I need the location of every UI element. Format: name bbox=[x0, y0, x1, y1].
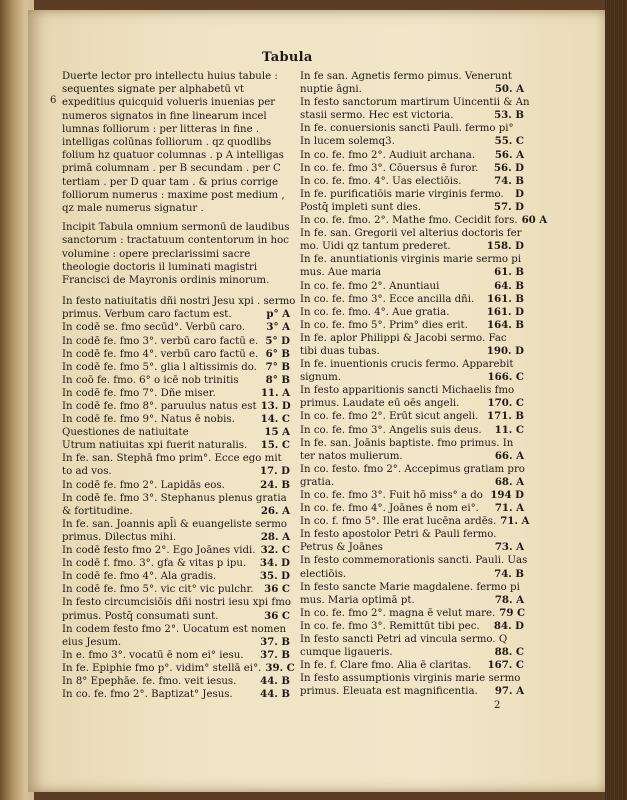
index-entry bbox=[62, 452, 290, 465]
index-entry bbox=[62, 361, 290, 374]
entry-reference: D bbox=[515, 187, 524, 200]
entry-text: primus. Eleuata est magnificentia. bbox=[300, 686, 478, 698]
index-entry bbox=[62, 623, 290, 636]
index-entry bbox=[300, 109, 524, 122]
entry-text: In codē f. fmo. 3°. gfa & vitas p ipu. bbox=[62, 558, 247, 570]
index-entry bbox=[300, 188, 524, 201]
entry-text: In fe. purificatiōis marie virginis fermo. bbox=[300, 188, 504, 200]
index-entry bbox=[300, 306, 524, 319]
entry-text: In co. fe. fmo 2°. Audiuit archana. bbox=[300, 149, 476, 161]
entry-text: In festo sancte Marie magdalene. fermo pi bbox=[300, 581, 520, 593]
entry-reference: 79 C bbox=[499, 606, 526, 619]
entry-text: In co. fe. fmo. 4°. Aue gratia. bbox=[300, 306, 450, 318]
entry-text: electiōis. bbox=[300, 568, 347, 580]
entry-text: In co. fe. fmo 3°. Cōuersus ē furor. bbox=[300, 162, 479, 174]
index-entry bbox=[300, 489, 524, 502]
index-entry bbox=[300, 502, 524, 515]
entry-text: Utrum natiuitas xpi fuerit naturalis. bbox=[62, 440, 248, 452]
entry-text: In fe. san. Stephā fmo prim°. Ecce ego mit bbox=[62, 453, 282, 465]
index-entry bbox=[300, 149, 524, 162]
index-entry bbox=[300, 672, 524, 685]
entry-text: In co. fe. fmo 3°. Ecce ancilla dñi. bbox=[300, 293, 475, 305]
entry-reference: 66. A bbox=[494, 449, 524, 462]
entry-text: In fe san. Agnetis fermo pimus. Venerunt bbox=[300, 71, 513, 82]
entry-text: primus. Verbum caro factum est. bbox=[62, 309, 232, 321]
entry-reference: 74. B bbox=[494, 174, 524, 187]
entry-text: In fe. f. Clare fmo. Alia ē claritas. bbox=[300, 660, 472, 672]
entry-reference: 60 A bbox=[521, 214, 548, 227]
incipit-paragraph: Incipit Tabula omnium sermonū de laudibus sanctorum : tractatuum contentorum in hoc volumine : opere preclarissimi sacre theologie doctoris il luminati magistri Francisci de Mayronis ordinis minorum. bbox=[62, 222, 290, 287]
entry-text: Petrus & Joānes bbox=[300, 542, 383, 554]
index-entry bbox=[300, 463, 524, 476]
entry-text: In co. fe. fmo 2°. Baptizat° Jesus. bbox=[62, 689, 233, 701]
entry-text: In co. fe. fmo. 4°. Uas electiōis. bbox=[300, 175, 462, 187]
entry-reference: 24. B bbox=[260, 478, 290, 491]
left-column bbox=[62, 70, 296, 701]
entry-reference: 166. C bbox=[487, 371, 524, 384]
index-entry bbox=[62, 465, 290, 478]
index-entry bbox=[62, 387, 290, 400]
entry-text: In festo assumptionis virginis marie sermo bbox=[300, 673, 521, 685]
index-entry bbox=[300, 253, 524, 266]
marginal-mark: 6 bbox=[50, 95, 57, 106]
entry-reference: 5° D bbox=[265, 334, 290, 347]
index-entry bbox=[62, 531, 290, 544]
index-entry bbox=[300, 266, 524, 279]
entry-text: primus. Laudate eū oēs angeli. bbox=[300, 398, 460, 410]
entry-reference: 68. A bbox=[494, 475, 524, 488]
entry-text: Questiones de natiuitate bbox=[62, 427, 189, 439]
entry-reference: 73. A bbox=[494, 541, 524, 554]
entry-reference: 194 D bbox=[490, 489, 524, 501]
entry-reference: 71. A bbox=[494, 502, 524, 515]
entry-text: Postq̄ impleti sunt dies. bbox=[300, 201, 421, 213]
entry-reference: 15. C bbox=[260, 439, 290, 452]
entry-reference: 35. D bbox=[259, 570, 290, 583]
entry-text: In fe. Epiphie fmo p°. vidim° stellā ei°. bbox=[62, 662, 262, 674]
entry-text: In co. fe. fmo 3°. Fuit hō miss° a do bbox=[300, 490, 483, 501]
entry-reference: 11. C bbox=[494, 423, 524, 436]
entry-reference: 32. C bbox=[260, 544, 290, 557]
index-entry bbox=[300, 554, 528, 567]
entry-text: In fe. anuntiationis virginis marie sermo pi bbox=[300, 254, 522, 266]
right-entry-list bbox=[300, 70, 548, 699]
index-entry bbox=[300, 96, 530, 109]
index-entry bbox=[300, 83, 524, 96]
entry-reference: 78. A bbox=[494, 593, 524, 606]
index-entry bbox=[300, 633, 524, 646]
entry-text: primus. Postq̄ consumati sunt. bbox=[62, 610, 219, 622]
entry-text: In co. fe. fmo 5°. Prim° dies erit. bbox=[300, 319, 468, 331]
entry-text: In festo sanctorum martirum Uincentii & An bbox=[300, 97, 530, 109]
index-entry bbox=[62, 596, 290, 609]
entry-text: primus. Dilectus mihi. bbox=[62, 531, 177, 543]
entry-text: to ad vos. bbox=[62, 466, 112, 478]
index-entry bbox=[300, 162, 524, 175]
entry-text: signum. bbox=[300, 372, 342, 384]
entry-text: In festo apparitionis sancti Michaelis fmo bbox=[300, 385, 515, 397]
entry-text: In codē festo fmo 2°. Ego Joānes vidi. bbox=[62, 545, 256, 557]
index-entry bbox=[300, 528, 524, 541]
entry-text: In festo natiuitatis dñi nostri Jesu xpi . sermo bbox=[62, 296, 296, 308]
entry-text: In fe. san. Joānis baptiste. fmo primus. In bbox=[300, 437, 514, 449]
entry-text: In fe. inuentionis crucis fermo. Apparebit bbox=[300, 359, 514, 371]
entry-text: In codē fe. fmo 5°. vic cit° vic pulchr. bbox=[62, 584, 254, 596]
entry-reference: 3° A bbox=[266, 321, 290, 334]
index-entry bbox=[300, 685, 524, 698]
entry-text: In fe. san. Gregorii vel alterius doctoris fer bbox=[300, 228, 522, 240]
entry-text: In lucem solemq3. bbox=[300, 136, 395, 148]
index-entry bbox=[300, 70, 524, 83]
index-entry bbox=[62, 426, 290, 439]
entry-reference: 6° B bbox=[265, 347, 290, 360]
index-entry bbox=[62, 636, 290, 649]
entry-reference: 56. A bbox=[494, 148, 524, 161]
index-entry bbox=[300, 319, 524, 332]
entry-reference: 34. D bbox=[259, 557, 290, 570]
entry-text: In co. fe. fmo 3°. Angelis suis deus. bbox=[300, 424, 482, 436]
entry-text: In co. f. fmo 5°. Ille erat lucēna ardēs. bbox=[300, 516, 497, 528]
entry-text: In 8° Epephāe. fe. fmo. veit iesus. bbox=[62, 675, 237, 687]
entry-text: & fortitudine. bbox=[62, 505, 133, 517]
index-entry bbox=[62, 661, 295, 675]
index-entry bbox=[300, 201, 524, 214]
entry-reference: p° A bbox=[266, 308, 290, 321]
entry-reference: 36 C bbox=[264, 609, 290, 622]
index-entry bbox=[62, 570, 290, 583]
entry-reference: 28. A bbox=[260, 530, 290, 543]
left-entry-list bbox=[62, 295, 296, 701]
index-entry bbox=[300, 437, 524, 450]
entry-reference: 167. C bbox=[487, 659, 524, 672]
entry-text: gratia. bbox=[300, 476, 335, 488]
page-edge bbox=[605, 0, 627, 800]
index-entry bbox=[62, 544, 290, 557]
entry-text: In co. fe. fmo 4°. Joānes ē nom ei°. bbox=[300, 503, 479, 515]
index-entry bbox=[62, 505, 290, 518]
running-head: Tabula bbox=[262, 50, 313, 65]
index-entry bbox=[300, 620, 524, 633]
index-entry bbox=[300, 568, 524, 581]
entry-reference: 164. B bbox=[487, 318, 524, 331]
entry-text: In codē fe. fmo 4°. Ala gradis. bbox=[62, 571, 217, 583]
index-entry bbox=[300, 135, 524, 148]
index-entry bbox=[300, 358, 524, 371]
entry-reference: 158. D bbox=[486, 240, 524, 253]
index-entry bbox=[62, 688, 290, 701]
entry-text: eius Jesum. bbox=[62, 636, 122, 648]
entry-text: In codē fe. fmo 8°. paruulus natus est bbox=[62, 401, 257, 412]
index-entry bbox=[62, 610, 290, 623]
entry-text: In codē fe. fmo 7°. Dñe miser. bbox=[62, 387, 216, 399]
index-entry bbox=[300, 515, 530, 528]
entry-text: In codē fe. fmo 3°. Stephanus plenus gratia bbox=[62, 492, 287, 504]
index-entry bbox=[300, 424, 524, 437]
index-entry bbox=[62, 583, 290, 596]
index-entry bbox=[300, 384, 524, 397]
entry-reference: 64. B bbox=[494, 279, 524, 292]
index-entry bbox=[300, 607, 524, 620]
entry-text: In fe. san. Joannis apl̄i & euangeliste sermo bbox=[62, 518, 288, 530]
index-entry bbox=[62, 308, 290, 321]
entry-reference: 50. A bbox=[494, 83, 524, 96]
index-entry bbox=[300, 332, 524, 345]
entry-reference: 57. D bbox=[493, 200, 524, 213]
entry-text: In co. fe. fmo 2°. Erūt sicut angeli. bbox=[300, 411, 479, 423]
entry-reference: 36 C bbox=[264, 583, 290, 596]
index-entry bbox=[300, 476, 524, 489]
entry-text: In co. fe. fmo 2°. Anuntiaui bbox=[300, 280, 440, 292]
entry-reference: 74. B bbox=[494, 567, 524, 580]
entry-reference: 14. C bbox=[260, 413, 290, 426]
entry-text: In codē fe. fmo 9°. Natus ē nobis. bbox=[62, 414, 235, 426]
index-entry bbox=[62, 439, 290, 452]
index-entry bbox=[300, 410, 524, 423]
entry-reference: 17. D bbox=[259, 465, 290, 478]
index-entry bbox=[300, 581, 524, 594]
entry-text: In codē fe. fmo 2°. Lapidās eos. bbox=[62, 479, 225, 491]
entry-reference: 170. C bbox=[487, 397, 524, 410]
entry-reference: 26. A bbox=[260, 504, 290, 517]
index-entry bbox=[62, 321, 290, 334]
index-entry bbox=[62, 518, 290, 531]
index-entry bbox=[300, 175, 524, 188]
entry-text: mus. Maria optimā pt. bbox=[300, 594, 415, 606]
index-entry bbox=[62, 479, 290, 492]
index-entry bbox=[62, 557, 290, 570]
index-entry bbox=[300, 541, 524, 554]
entry-text: nuptie āgni. bbox=[300, 84, 362, 96]
index-entry bbox=[300, 240, 524, 253]
entry-text: In co. fe. fmo 2°. magna ē velut mare. bbox=[300, 607, 496, 619]
index-entry bbox=[62, 413, 290, 426]
index-entry bbox=[62, 295, 296, 308]
entry-text: In fe. aplor Philippi & Jacobi sermo. Fac bbox=[300, 332, 507, 344]
entry-reference: 171. B bbox=[487, 410, 524, 423]
index-entry bbox=[62, 348, 290, 361]
entry-text: In coō fe. fmo. 6° o icē nob trinitis bbox=[62, 374, 239, 386]
entry-text: In festo commemorationis sancti. Pauli. Uas bbox=[300, 555, 528, 567]
index-entry bbox=[62, 400, 290, 413]
entry-text: In codem festo fmo 2°. Uocatum est nomen bbox=[62, 623, 287, 635]
index-entry bbox=[300, 646, 524, 659]
entry-text: In codē fe. fmo 5°. glia l altissimis do. bbox=[62, 361, 257, 373]
entry-reference: 56. D bbox=[493, 161, 524, 174]
entry-text: stasii sermo. Hec est victoria. bbox=[300, 110, 454, 122]
entry-text: In co. festo. fmo 2°. Accepimus gratiam pro bbox=[300, 463, 525, 475]
entry-text: In festo apostolor Petri & Pauli fermo. bbox=[300, 529, 497, 541]
entry-text: In e. fmo 3°. vocatū ē nom ei° iesu. bbox=[62, 649, 244, 661]
index-entry bbox=[300, 371, 524, 384]
entry-text: In festo sancti Petri ad vincula sermo. Q bbox=[300, 634, 508, 646]
entry-reference: 15 A bbox=[264, 426, 290, 439]
index-entry bbox=[300, 280, 524, 293]
entry-reference: 44. B bbox=[260, 688, 290, 701]
index-entry bbox=[62, 649, 290, 662]
index-entry bbox=[300, 345, 524, 358]
entry-reference: 190. D bbox=[486, 344, 524, 357]
entry-reference: 161. D bbox=[486, 305, 524, 318]
index-entry bbox=[62, 492, 290, 505]
entry-reference: 97. A bbox=[494, 685, 524, 698]
entry-text: In co. fe. fmo 3°. Remittūt tibi pec. bbox=[300, 620, 480, 632]
entry-text: cumque ligaueris. bbox=[300, 647, 393, 659]
entry-text: In co. fe. fmo. 2°. Mathe fmo. Cecidit fors. bbox=[300, 215, 518, 227]
entry-text: tibi duas tubas. bbox=[300, 345, 380, 357]
index-entry bbox=[300, 659, 524, 672]
index-entry bbox=[300, 214, 548, 227]
index-entry bbox=[62, 374, 290, 387]
entry-text: In codē fe. fmo 3°. verbū caro factū e. bbox=[62, 335, 259, 347]
index-entry bbox=[300, 293, 524, 306]
entry-reference: 44. B bbox=[260, 674, 290, 687]
entry-text: In festo circumcisiōis dñi nostri iesu xpi fmo bbox=[62, 597, 291, 609]
right-column bbox=[300, 70, 548, 699]
entry-reference: 39. C bbox=[265, 661, 295, 674]
entry-reference: 37. B bbox=[260, 635, 290, 648]
index-entry bbox=[62, 675, 290, 688]
index-entry bbox=[300, 122, 524, 135]
entry-reference: 11. A bbox=[260, 386, 290, 399]
footer-mark: 2 bbox=[494, 700, 501, 711]
entry-text: ter natos mulierum. bbox=[300, 450, 403, 462]
index-entry bbox=[300, 227, 524, 240]
entry-reference: 161. B bbox=[487, 292, 524, 305]
entry-text: In fe. conuersionis sancti Pauli. fermo pi° bbox=[300, 123, 514, 135]
index-entry bbox=[300, 594, 524, 607]
entry-reference: 37. B bbox=[260, 648, 290, 661]
entry-reference: 53. B bbox=[494, 109, 524, 122]
intro-paragraph: Duerte lector pro intellectu huius tabule : sequentes signate per alphabetū vt expeditius quicquid volueris inuenias per numeros signatos in fine linearum incel lumnas folliorum : per litteras in fine . intelligas colūnas folliorum . qz quodlibs folium hz quatuor columnas . p A intelligas primā columnam . per B secundam . per C tertiam . per D quar tam . & prius corrige folliorum numerus : maxime post medium , qz male numerus signatur . bbox=[62, 71, 285, 215]
entry-text: mo. Uidi qz tantum prederet. bbox=[300, 241, 451, 253]
entry-reference: 13. D bbox=[260, 400, 291, 412]
entry-reference: 61. B bbox=[494, 266, 524, 279]
entry-reference: 8° B bbox=[265, 373, 290, 386]
index-entry bbox=[62, 335, 290, 348]
entry-reference: 84. D bbox=[493, 619, 524, 632]
entry-text: mus. Aue maria bbox=[300, 267, 382, 279]
entry-reference: 71. A bbox=[500, 515, 530, 528]
index-entry bbox=[300, 397, 524, 410]
index-entry bbox=[300, 450, 524, 463]
entry-text: In codē se. fmo secūd°. Verbū caro. bbox=[62, 322, 246, 334]
entry-text: In codē fe. fmo 4°. verbū caro factū e. bbox=[62, 348, 259, 360]
entry-reference: 88. C bbox=[494, 646, 524, 659]
entry-reference: 55. C bbox=[494, 135, 524, 148]
entry-reference: 7° B bbox=[265, 360, 290, 373]
